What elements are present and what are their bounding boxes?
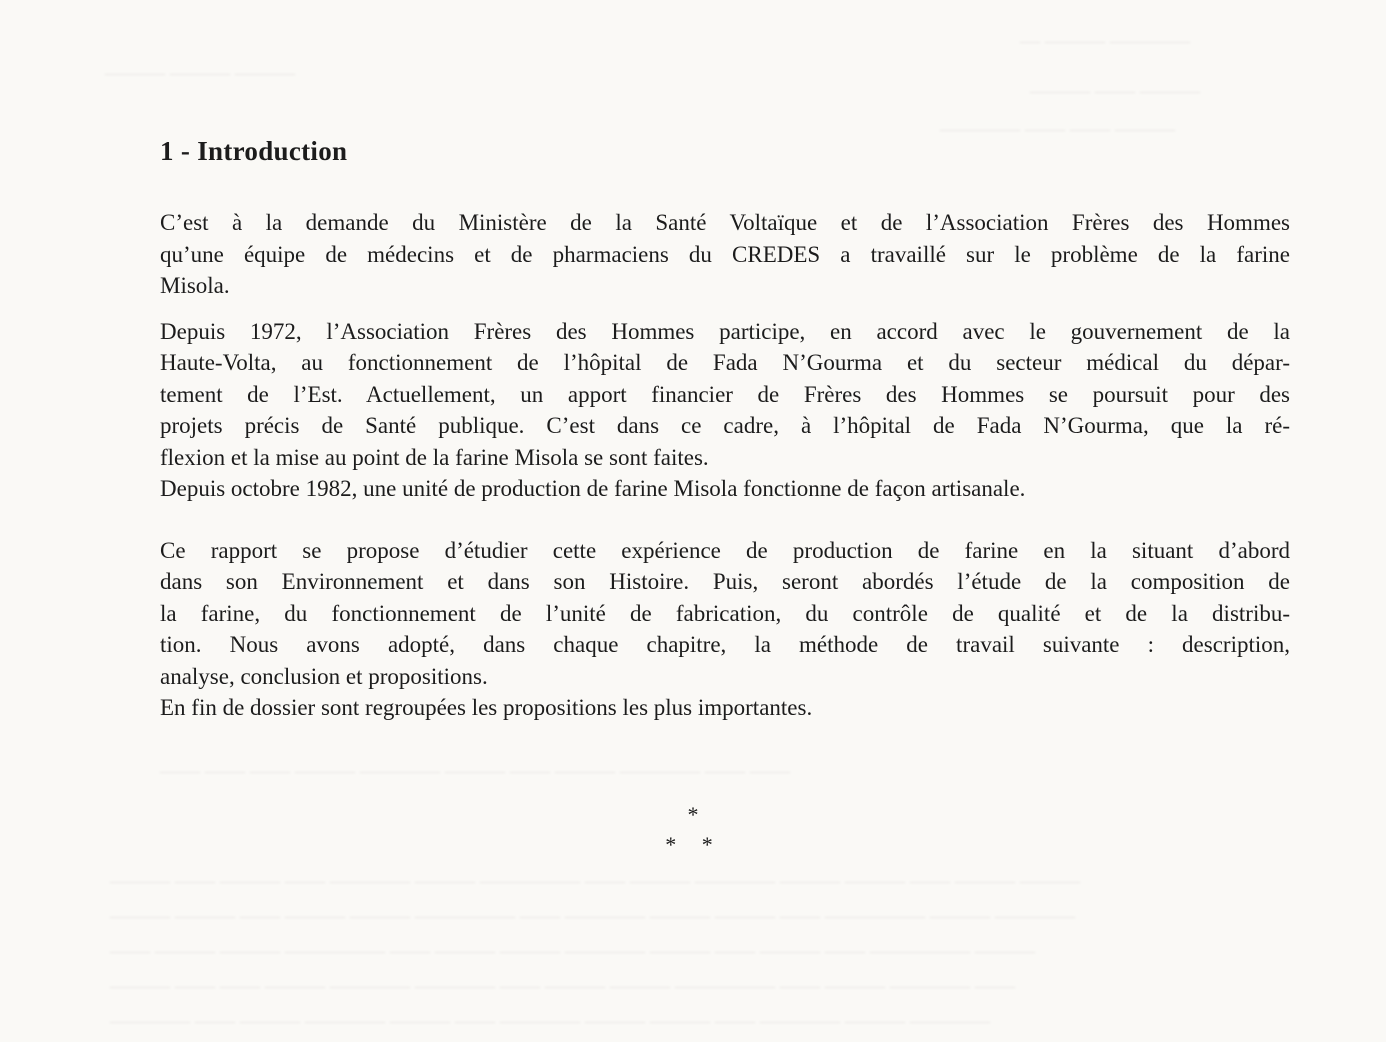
separator-star-top: * xyxy=(687,802,699,827)
bleed-through-text: ——— ——— —— ——— ——— ————— —— ———— ——— ——— —— ————— ——— ———— xyxy=(110,905,1075,927)
section-separator xyxy=(0,800,1386,860)
document-page xyxy=(160,132,1290,724)
text-line: tement de l’Est. Actuellement, un apport financier de Frères des Hommes se poursuit pour des xyxy=(160,381,1290,407)
paragraph-report-scope xyxy=(160,535,1290,693)
bleed-through-text: ———— —— ——— ———— ——— —— ———— ——— ——— —— ———— ——— ———— xyxy=(110,1010,990,1032)
text-line: Depuis 1972, l’Association Frères des Hommes participe, en accord avec le gouvernement de la xyxy=(160,318,1290,344)
text-line: Ce rapport se propose d’étudier cette expérience de production de farine en la situant d’abord xyxy=(160,537,1290,563)
bleed-through-text: ——— —— —— ——— ———— ———— —— ——— ——— ————— —— ——— ———— —— xyxy=(110,975,1015,997)
text-line: tion. Nous avons adopté, dans chaque chapitre, la méthode de travail suivante : description, xyxy=(160,632,1290,657)
bleed-through-text: ——— —— ——— —— ———— ——— ————— —— ——— ———— ——— ——— —— ——— ——— xyxy=(110,870,1080,892)
bleed-through-text: ——— ——— ——— xyxy=(105,62,295,84)
text-line: Depuis octobre 1982, une unité de production de farine Misola fonctionne de façon artisanale. xyxy=(160,476,1026,501)
separator-stars-bottom: * * xyxy=(665,832,723,857)
paragraph-production-unit xyxy=(160,473,1290,505)
text-line: En fin de dossier sont regroupées les propositions les plus importantes. xyxy=(160,695,813,720)
text-line: dans son Environnement et dans son Histoire. Puis, seront abordés l’étude de la composition de xyxy=(160,569,1290,594)
bleed-through-text: — ——— ———— xyxy=(1020,30,1190,52)
bleed-through-text: ———— —— —— ——— xyxy=(940,118,1175,140)
paragraph-history xyxy=(160,316,1290,474)
text-line: Haute-Volta, au fonctionnement de l’hôpital de Fada N’Gourma et du secteur médical du dépar- xyxy=(160,350,1290,375)
bleed-through-text: ——— —— ——— xyxy=(1030,80,1200,102)
text-line: flexion et la mise au point de la farine Misola se sont faites. xyxy=(160,444,709,470)
section-heading: 1 - Introduction xyxy=(160,136,348,166)
text-line: projets précis de Santé publique. C’est dans ce cadre, à l’hôpital de Fada N’Gourma, que la ré- xyxy=(160,413,1290,438)
paragraph-intro-request xyxy=(160,207,1290,302)
bleed-through-text: —— ——— ——— ————— —— ——— ——— ———— ——— —— ——— —— ————— ——— xyxy=(110,940,1035,962)
text-line: C’est à la demande du Ministère de la Santé Voltaïque et de l’Association Frères des Hommes xyxy=(160,210,1290,235)
text-line: analyse, conclusion et propositions. xyxy=(160,663,488,689)
text-line: Misola. xyxy=(160,273,230,298)
bleed-through-text: —— —— —— ——— ———— ——— —— ——— ———— —— —— xyxy=(160,760,790,782)
paragraph-conclusion-note xyxy=(160,692,1290,724)
text-line: la farine, du fonctionnement de l’unité de fabrication, du contrôle de qualité et de la distribu- xyxy=(160,600,1290,626)
text-line: qu’une équipe de médecins et de pharmaciens du CREDES a travaillé sur le problème de la farine xyxy=(160,241,1290,267)
